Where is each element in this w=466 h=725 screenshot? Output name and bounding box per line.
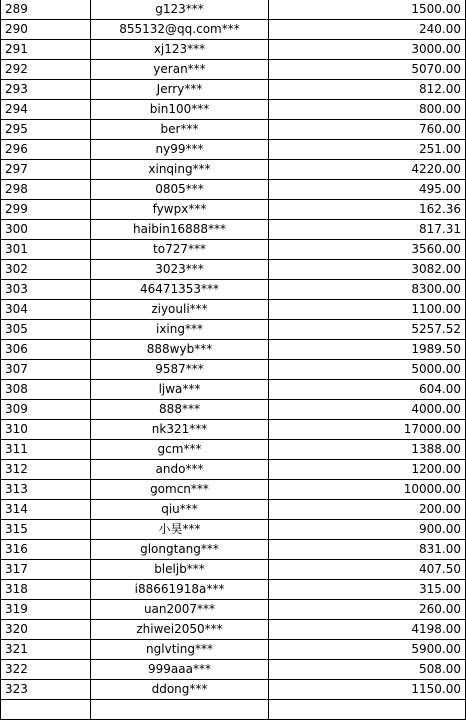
amount-cell: 4000.00 xyxy=(269,400,466,420)
amount-cell: 1150.00 xyxy=(269,680,466,700)
amount-cell: 5070.00 xyxy=(269,60,466,80)
username-cell: uan2007*** xyxy=(91,600,269,620)
username-cell: to727*** xyxy=(91,240,269,260)
username-cell: ljwa*** xyxy=(91,380,269,400)
username-cell: bin100*** xyxy=(91,100,269,120)
table-row xyxy=(1,300,466,320)
amount-cell: 17000.00 xyxy=(269,420,466,440)
row-number: 314 xyxy=(1,500,91,520)
row-number: 289 xyxy=(1,0,91,20)
amount-cell: 407.50 xyxy=(269,560,466,580)
table-body xyxy=(1,0,466,720)
username-cell: gomcn*** xyxy=(91,480,269,500)
row-number: 311 xyxy=(1,440,91,460)
table-row xyxy=(1,240,466,260)
table-row xyxy=(1,0,466,20)
amount-cell: 8300.00 xyxy=(269,280,466,300)
amount-cell: 200.00 xyxy=(269,500,466,520)
username-cell: yeran*** xyxy=(91,60,269,80)
empty-cell xyxy=(91,700,269,720)
row-number: 297 xyxy=(1,160,91,180)
amount-cell: 831.00 xyxy=(269,540,466,560)
username-cell: qiu*** xyxy=(91,500,269,520)
username-cell: zhiwei2050*** xyxy=(91,620,269,640)
table-row xyxy=(1,140,466,160)
table-row xyxy=(1,480,466,500)
username-cell: nglvting*** xyxy=(91,640,269,660)
username-cell: 3023*** xyxy=(91,260,269,280)
amount-cell: 760.00 xyxy=(269,120,466,140)
table-row xyxy=(1,40,466,60)
row-number: 307 xyxy=(1,360,91,380)
username-cell: 855132@qq.com*** xyxy=(91,20,269,40)
table-row xyxy=(1,360,466,380)
username-cell: ziyouli*** xyxy=(91,300,269,320)
row-number: 320 xyxy=(1,620,91,640)
table-row xyxy=(1,500,466,520)
username-cell: 9587*** xyxy=(91,360,269,380)
table-row xyxy=(1,440,466,460)
amount-cell: 162.36 xyxy=(269,200,466,220)
username-cell: fywpx*** xyxy=(91,200,269,220)
amount-cell: 5000.00 xyxy=(269,360,466,380)
table-row xyxy=(1,600,466,620)
row-number: 292 xyxy=(1,60,91,80)
row-number: 298 xyxy=(1,180,91,200)
username-cell: gcm*** xyxy=(91,440,269,460)
amount-cell: 315.00 xyxy=(269,580,466,600)
username-cell: 46471353*** xyxy=(91,280,269,300)
amount-cell: 1989.50 xyxy=(269,340,466,360)
username-cell: 999aaa*** xyxy=(91,660,269,680)
table-row xyxy=(1,520,466,540)
amount-cell: 817.31 xyxy=(269,220,466,240)
username-cell: 0805*** xyxy=(91,180,269,200)
table-row xyxy=(1,400,466,420)
row-number: 310 xyxy=(1,420,91,440)
amount-cell: 1100.00 xyxy=(269,300,466,320)
table-row xyxy=(1,340,466,360)
row-number: 321 xyxy=(1,640,91,660)
row-number: 291 xyxy=(1,40,91,60)
amount-cell: 900.00 xyxy=(269,520,466,540)
table-row xyxy=(1,640,466,660)
username-cell: xj123*** xyxy=(91,40,269,60)
username-cell: xinqing*** xyxy=(91,160,269,180)
username-cell: ando*** xyxy=(91,460,269,480)
username-cell: glongtang*** xyxy=(91,540,269,560)
username-cell: ddong*** xyxy=(91,680,269,700)
row-number: 295 xyxy=(1,120,91,140)
amount-cell: 4198.00 xyxy=(269,620,466,640)
row-number: 304 xyxy=(1,300,91,320)
username-cell: 888*** xyxy=(91,400,269,420)
row-number: 315 xyxy=(1,520,91,540)
amount-cell: 508.00 xyxy=(269,660,466,680)
row-number: 316 xyxy=(1,540,91,560)
table-row xyxy=(1,380,466,400)
amount-cell: 3560.00 xyxy=(269,240,466,260)
row-number: 309 xyxy=(1,400,91,420)
row-number: 305 xyxy=(1,320,91,340)
amount-cell: 3082.00 xyxy=(269,260,466,280)
table-row xyxy=(1,80,466,100)
table-row xyxy=(1,20,466,40)
row-number: 290 xyxy=(1,20,91,40)
table-row xyxy=(1,100,466,120)
amount-cell: 10000.00 xyxy=(269,480,466,500)
table-row xyxy=(1,260,466,280)
table-row xyxy=(1,560,466,580)
username-cell: i88661918a*** xyxy=(91,580,269,600)
username-cell: 小昊*** xyxy=(91,520,269,540)
username-cell: haibin16888*** xyxy=(91,220,269,240)
table-row xyxy=(1,160,466,180)
row-number: 318 xyxy=(1,580,91,600)
amount-cell: 800.00 xyxy=(269,100,466,120)
table-row xyxy=(1,200,466,220)
row-number: 306 xyxy=(1,340,91,360)
table-row xyxy=(1,280,466,300)
username-cell: ber*** xyxy=(91,120,269,140)
table-row xyxy=(1,620,466,640)
row-number: 293 xyxy=(1,80,91,100)
username-cell: bleljb*** xyxy=(91,560,269,580)
amount-cell: 240.00 xyxy=(269,20,466,40)
empty-cell xyxy=(269,700,466,720)
row-number: 317 xyxy=(1,560,91,580)
username-cell: Jerry*** xyxy=(91,80,269,100)
empty-row xyxy=(1,700,466,720)
username-cell: ixing*** xyxy=(91,320,269,340)
table-row xyxy=(1,320,466,340)
empty-cell xyxy=(1,700,91,720)
username-cell: 888wyb*** xyxy=(91,340,269,360)
amount-cell: 1388.00 xyxy=(269,440,466,460)
amount-cell: 495.00 xyxy=(269,180,466,200)
amount-cell: 604.00 xyxy=(269,380,466,400)
row-number: 313 xyxy=(1,480,91,500)
row-number: 312 xyxy=(1,460,91,480)
username-cell: ny99*** xyxy=(91,140,269,160)
amount-cell: 1500.00 xyxy=(269,0,466,20)
row-number: 294 xyxy=(1,100,91,120)
table-row xyxy=(1,60,466,80)
amount-cell: 1200.00 xyxy=(269,460,466,480)
amount-cell: 4220.00 xyxy=(269,160,466,180)
amount-cell: 251.00 xyxy=(269,140,466,160)
amount-cell: 260.00 xyxy=(269,600,466,620)
table-row xyxy=(1,540,466,560)
table-row xyxy=(1,580,466,600)
table-row xyxy=(1,220,466,240)
row-number: 301 xyxy=(1,240,91,260)
row-number: 299 xyxy=(1,200,91,220)
amount-cell: 5257.52 xyxy=(269,320,466,340)
amount-cell: 812.00 xyxy=(269,80,466,100)
username-cell: g123*** xyxy=(91,0,269,20)
row-number: 319 xyxy=(1,600,91,620)
table-row xyxy=(1,420,466,440)
amount-cell: 3000.00 xyxy=(269,40,466,60)
amount-cell: 5900.00 xyxy=(269,640,466,660)
username-cell: nk321*** xyxy=(91,420,269,440)
table-row xyxy=(1,680,466,700)
row-number: 308 xyxy=(1,380,91,400)
table-row xyxy=(1,120,466,140)
row-number: 303 xyxy=(1,280,91,300)
row-number: 300 xyxy=(1,220,91,240)
row-number: 302 xyxy=(1,260,91,280)
table-row xyxy=(1,460,466,480)
table-row xyxy=(1,180,466,200)
table-row xyxy=(1,660,466,680)
row-number: 322 xyxy=(1,660,91,680)
row-number: 296 xyxy=(1,140,91,160)
row-number: 323 xyxy=(1,680,91,700)
